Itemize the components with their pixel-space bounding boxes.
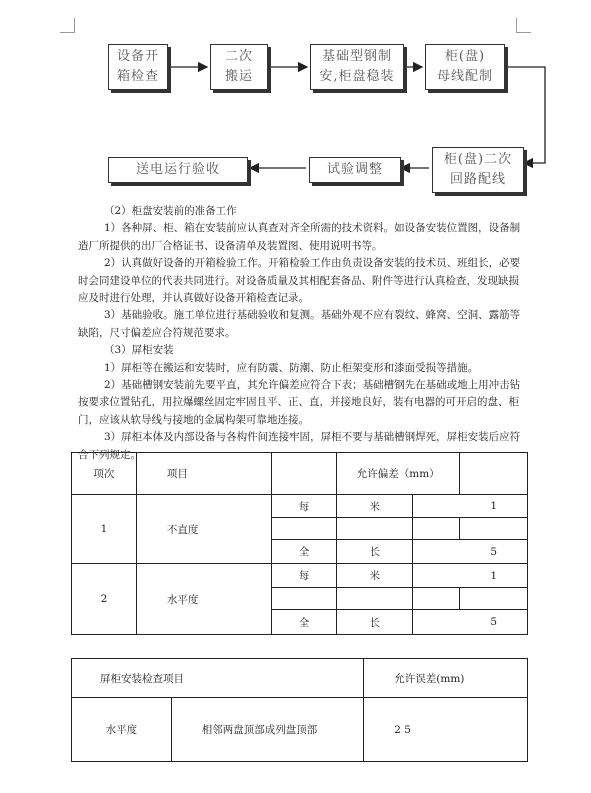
row-item: 不直度 — [136, 495, 271, 564]
paragraph: 2）基础槽钢安装前先要平直，其允许偏差应符合下表；基础槽钢先在基础或地上用冲击钻按要求位置钻孔，用拉爆螺丝固定牢固且平、正、直，并接地良好，装有电器的可开启的盘、柜门，应该从软导线与接地的金属构架可靠地连接。 — [78, 379, 521, 426]
header-tolerance: 允许偏差（mm） — [337, 453, 460, 495]
row-no: 1 — [72, 495, 137, 564]
flow-step-4: 柜(盘) 母线配制 — [425, 44, 505, 90]
flow-step-1: 设备开 箱检查 — [108, 44, 168, 90]
paragraph: 3）屏柜本体及内部设备与各构件间连接牢固，屏柜不要与基础槽钢焊死，屏柜安装后应符合下列规定。 — [78, 431, 521, 461]
row-item: 水平度 — [136, 564, 271, 635]
paragraph: 2）认真做好设备的开箱检验工作。开箱检验工作由负责设备安装的技术员、班组长，必要时会同建设单位的代表共同进行。对设备质量及其相配套备品、附件等进行认真检查，发现缺损应及时进行处理，并认真做好设备开箱检查记录。 — [78, 257, 521, 305]
section-heading: （3）屏柜安装 — [104, 344, 174, 357]
table-row: 2 水平度 每 米 1 — [72, 564, 528, 588]
inspection-table — [71, 658, 528, 762]
body-text — [78, 203, 526, 464]
header-item: 屏柜安装检查项目 — [72, 659, 364, 698]
paragraph: 1）各种屏、柜、箱在安装前应认真查对齐全所需的技术资料。如设备安装位置图，设备制造厂所提供的出厂合格证书、设备清单及装置图、使用说明书等。 — [78, 222, 521, 252]
table-header-row — [72, 453, 528, 495]
flow-step-7: 送电运行验收 — [108, 157, 248, 183]
flow-step-2: 二次 搬运 — [210, 44, 268, 90]
row-name: 水平度 — [72, 698, 172, 762]
header-no: 项次 — [72, 453, 137, 495]
flow-step-3: 基础型钢制 安,柜盘稳装 — [310, 44, 404, 90]
row-desc: 相邻两盘顶部成列盘顶部 — [171, 698, 364, 762]
table-row: 全 长 5 — [72, 540, 528, 564]
table-row — [72, 698, 528, 762]
section-heading: （2）柜盘安装前的准备工作 — [104, 205, 237, 217]
table-header-row — [72, 659, 528, 698]
row-no: 2 — [72, 564, 137, 635]
row-value: 2 5 — [364, 698, 528, 762]
tolerance-table — [71, 452, 528, 635]
header-tolerance: 允许误差(mm) — [364, 659, 528, 698]
flow-step-6: 试验调整 — [309, 157, 401, 183]
table-row: 1 不直度 每 米 1 — [72, 495, 528, 518]
flow-step-5: 柜(盘)二次 回路配线 — [432, 147, 524, 193]
table-row: 全 长 5 — [72, 610, 528, 635]
paragraph: 1）屏柜等在搬运和安装时，应有防震、防潮、防止柜架变形和漆面受损等措施。 — [104, 361, 479, 374]
header-item: 项目 — [136, 453, 271, 495]
paragraph: 3）基础验收。施工单位进行基础验收和复测。基础外观不应有裂纹、蜂窝、空洞、露筋等缺陷，尺寸偏差应合符规范要求。 — [78, 309, 521, 339]
